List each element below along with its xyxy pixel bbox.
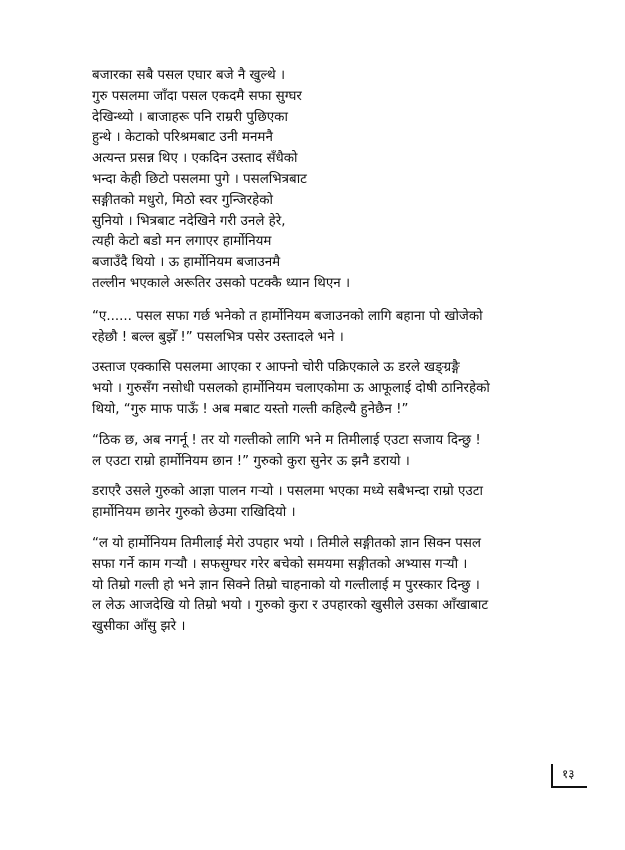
text-line: “ए...... पसल सफा गर्छ भनेको त हार्मोनियम बजाउनको लागि बहाना पो खोजेको (92, 308, 483, 324)
text-line: “ल यो हार्मोनियम तिमीलाई मेरो उपहार भयो । तिमीले सङ्गीतको ज्ञान सिक्न पसल (92, 535, 481, 551)
text-line: उस्ताज एक्कासि पसलमा आएका र आफ्नो चोरी पक्रिएकाले ऊ डरले खङ्ग्रङ्गै (92, 360, 460, 376)
text-line: बजाउँदै थियो । ऊ हार्मोनियम बजाउनमै (92, 255, 281, 271)
page-number: १३ (562, 767, 575, 781)
text-line: त्यही केटो बडो मन लगाएर हार्मोनियम (92, 234, 272, 250)
text-line: तल्लीन भएकाले अरूतिर उसको पटक्कै ध्यान थिएन । (92, 275, 351, 291)
text-line: देखिन्थ्यो । बाजाहरू पनि राम्ररी पुछिएका (92, 109, 288, 125)
text-line: ल एउटा राम्रो हार्मोनियम छान !” गुरुको कुरा सुनेर ऊ झनै डरायो । (92, 453, 410, 469)
text-line: सुनियो । भित्रबाट नदेखिने गरी उनले हेरे, (92, 213, 286, 229)
text-line: यो तिम्रो गल्ती हो भने ज्ञान सिक्ने तिम्रो चाहनाको यो गल्तीलाई म पुरस्कार दिन्छु । (92, 577, 480, 593)
text-line: “ठिक छ, अब नगर्नू ! तर यो गल्तीको लागि भने म तिमीलाई एउटा सजाय दिन्छु ! (92, 432, 481, 448)
text-line: भयो । गुरुसँग नसोधी पसलको हार्मोनियम चलाएकोमा ऊ आफूलाई दोषी ठानिरहेको (92, 381, 490, 397)
text-line: भन्दा केही छिटो पसलमा पुगे । पसलभित्रबाट (92, 171, 307, 187)
text-line: डराएरै उसले गुरुको आज्ञा पालन गर्‍यो । पसलमा भएका मध्ये सबैभन्दा राम्रो एउटा (92, 484, 483, 500)
text-line: हार्मोनियम छानेर गुरुको छेउमा राखिदियो । (92, 505, 296, 521)
text-line: गुरु पसलमा जाँदा पसल एकदमै सफा सुग्घर (92, 88, 302, 104)
paragraph-3 (92, 358, 554, 420)
text-line: अत्यन्त प्रसन्न थिए । एकदिन उस्ताद सँधैको (92, 151, 298, 167)
text-line: सङ्गीतको मधुरो, मिठो स्वर गुन्जिरहेको (92, 192, 273, 208)
paragraph-1 (92, 66, 382, 295)
story-text (92, 66, 542, 648)
text-line: बजारका सबै पसल एघार बजे नै खुल्थे । (92, 68, 286, 83)
paragraph-5 (92, 482, 554, 524)
paragraph-6 (92, 534, 554, 638)
paragraph-2 (92, 307, 554, 349)
text-line: हुन्थे । केटाको परिश्रमबाट उनी मनमनै (92, 130, 273, 146)
page-number-frame (551, 764, 587, 788)
text-line: ल लेऊ आजदेखि यो तिम्रो भयो । गुरुको कुरा र उपहारको खुसीले उसका आँखाबाट (92, 598, 489, 614)
text-line: रहेछौ ! बल्ल बुझेँ !” पसलभित्र पसेर उस्तादले भने । (92, 329, 344, 345)
paragraph-4 (92, 431, 554, 473)
text-line: थियो, “गुरु माफ पाऊँ ! अब मबाट यस्तो गल्ती कहिल्यै हुनेछैन !” (92, 401, 409, 417)
text-line: सफा गर्ने काम गर्‍यौ । सफसुग्घर गरेर बचेको समयमा सङ्गीतको अभ्यास गर्‍यौ । (92, 556, 468, 572)
text-line: खुसीका आँसु झरे । (92, 619, 186, 635)
